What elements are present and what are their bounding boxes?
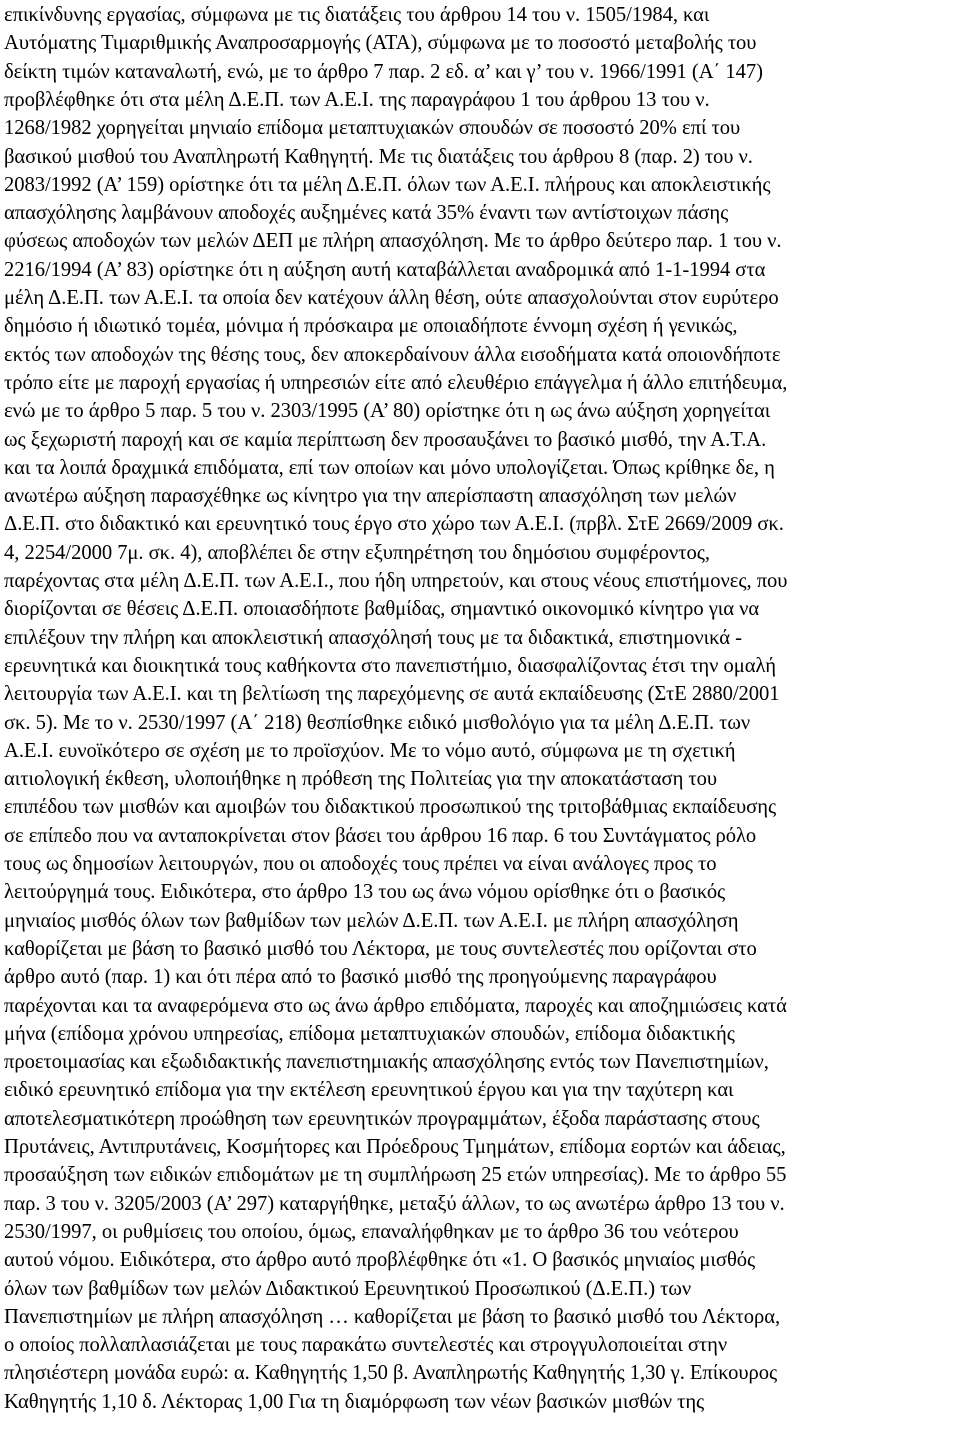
text-line: λειτουργία των Α.Ε.Ι. και τη βελτίωση της παρεχόμενης σε αυτά εκπαίδευσης (ΣτΕ 2880/2001 xyxy=(4,683,780,706)
text-line: τους ως δημοσίων λειτουργών, που οι αποδοχές τους πρέπει να είναι ανάλογες προς το xyxy=(4,853,717,875)
text-line: φύσεως αποδοχών των μελών ΔΕΠ με πλήρη απασχόληση. Με το άρθρο δεύτερο παρ. 1 του ν. xyxy=(4,230,782,253)
text-line: και τα λοιπά δραχμικά επιδόματα, επί των οποίων και μόνο υπολογίζεται. Όπως κρίθηκε δε, η xyxy=(4,456,775,479)
text-line: Καθηγητής 1,10 δ. Λέκτορας 1,00 Για τη διαμόρφωση των νέων βασικών μισθών της xyxy=(4,1390,705,1413)
text-line: προβλέφθηκε ότι στα μέλη Δ.Ε.Π. των Α.Ε.Ι. της παραγράφου 1 του άρθρου 13 του ν. xyxy=(4,88,710,111)
text-line: σκ. 5). Με το ν. 2530/1997 (Α΄ 218) θεσπίσθηκε ειδικό μισθολόγιο για τα μέλη Δ.Ε.Π. των xyxy=(4,711,751,734)
text-line: ενώ με το άρθρο 5 παρ. 5 του ν. 2303/1995 (Α’ 80) ορίστηκε ότι η ως άνω αύξηση χορηγείται xyxy=(4,400,771,423)
text-line: παρέχοντας στα μέλη Δ.Ε.Π. των Α.Ε.Ι., που ήδη υπηρετούν, και στους νέους επιστήμονες, που xyxy=(4,570,788,592)
text-line: διορίζονται σε θέσεις Δ.Ε.Π. οποιασδήποτε βαθμίδας, σημαντικό οικονομικό κίνητρο για να xyxy=(4,598,760,621)
text-line: αποτελεσματικότερη προώθηση των ερευνητικών προγραμμάτων, έξοδα παράστασης στους xyxy=(4,1107,760,1130)
text-line: μέλη Δ.Ε.Π. των Α.Ε.Ι. τα οποία δεν κατέχουν άλλη θέση, ούτε απασχολούνται στον ευρύτερο xyxy=(4,287,779,309)
text-line: άρθρο αυτό (παρ. 1) και ότι πέρα από το βασικό μισθό της προηγούμενης παραγράφου xyxy=(4,966,717,989)
text-line: Α.Ε.Ι. ευνοϊκότερο σε σχέση με το προϊσχύον. Με το νόμο αυτό, σύμφωνα με τη σχετική xyxy=(4,739,736,762)
text-line: ως ξεχωριστή παροχή και σε καμία περίπτωση δεν προσαυξάνει το βασικό μισθό, την Α.Τ.Α. xyxy=(4,428,767,451)
text-line: μήνα (επίδομα χρόνου υπηρεσίας, επίδομα μεταπτυχιακών σπουδών, επίδομα διδακτικής xyxy=(4,1022,735,1045)
text-line: 2216/1994 (Α’ 83) ορίστηκε ότι η αύξηση αυτή καταβάλλεται αναδρομικά από 1-1-1994 στα xyxy=(4,258,766,281)
text-line: βασικού μισθού του Αναπληρωτή Καθηγητή. Με τις διατάξεις του άρθρου 8 (παρ. 2) του ν. xyxy=(4,145,753,168)
text-line: παρ. 3 του ν. 3205/2003 (Α’ 297) καταργήθηκε, μεταξύ άλλων, το ως ανωτέρω άρθρο 13 του ν. xyxy=(4,1192,785,1215)
text-line: 2530/1997, οι ρυθμίσεις του οποίου, όμως, επαναλήφθηκαν με το άρθρο 36 του νεότερου xyxy=(4,1220,739,1243)
text-line: ανωτέρω αύξηση παρασχέθηκε ως κίνητρο για την απερίσπαστη απασχόληση των μελών xyxy=(4,485,737,508)
text-line: δημόσιο ή ιδιωτικό τομέα, μόνιμα ή πρόσκαιρα με οποιαδήποτε έννομη σχέση ή γενικώς, xyxy=(4,315,738,338)
text-line: προσαύξηση των ειδικών επιδομάτων με τη συμπλήρωση 25 ετών υπηρεσίας). Με το άρθρο 55 xyxy=(4,1164,787,1187)
text-line: αυτού νόμου. Ειδικότερα, στο άρθρο αυτό προβλέφθηκε ότι «1. Ο βασικός μηνιαίος μισθός xyxy=(4,1249,756,1272)
text-line: επιλέξουν την πλήρη και αποκλειστική απασχόλησή τους με τα διδακτικά, επιστημονικά - xyxy=(4,626,742,649)
text-line: πλησιέστερη μονάδα ευρώ: α. Καθηγητής 1,50 β. Αναπληρωτής Καθηγητής 1,30 γ. Επίκουρος xyxy=(4,1362,778,1385)
text-line: 2083/1992 (Α’ 159) ορίστηκε ότι τα μέλη Δ.Ε.Π. όλων των Α.Ε.Ι. πλήρους και αποκλειστικής xyxy=(4,173,771,196)
text-line: ο οποίος πολλαπλασιάζεται με τους παρακάτω συντελεστές και στρογγυλοποιείται στην xyxy=(4,1334,728,1357)
text-line: παρέχονται και τα αναφερόμενα στο ως άνω άρθρο επιδόματα, παροχές και αποζημιώσεις κατά xyxy=(4,994,787,1017)
text-line: επικίνδυνης εργασίας, σύμφωνα με τις διατάξεις του άρθρου 14 του ν. 1505/1984, και xyxy=(4,4,710,26)
text-line: επιπέδου των μισθών και αμοιβών του διδακτικού προσωπικού της τριτοβάθμιας εκπαίδευσης xyxy=(4,796,777,819)
text-line: σε επίπεδο που να ανταποκρίνεται στον βάσει του άρθρου 16 παρ. 6 του Συντάγματος ρόλο xyxy=(4,824,757,847)
text-line: ειδικό ερευνητικό επίδομα για την εκτέλεση ερευνητικού έργου και για την ταχύτερη και xyxy=(4,1079,734,1102)
text-line: Πανεπιστημίων με πλήρη απασχόληση … καθορίζεται με βάση το βασικό μισθό του Λέκτορα, xyxy=(4,1305,781,1328)
text-line: 4, 2254/2000 7μ. σκ. 4), αποβλέπει δε στην εξυπηρέτηση του δημόσιου συμφέροντος, xyxy=(4,541,710,564)
text-line: Δ.Ε.Π. στο διδακτικό και ερευνητικό τους έργο στο χώρο των Α.Ε.Ι. (πρβλ. ΣτΕ 2669/2009 σκ. xyxy=(4,513,784,536)
text-line: τρόπο είτε με παροχή εργασίας ή υπηρεσιών είτε από ελευθέριο επάγγελμα ή άλλο επιτήδευμα, xyxy=(4,371,788,394)
text-line: μηνιαίος μισθός όλων των βαθμίδων των μελών Δ.Ε.Π. των Α.Ε.Ι. με πλήρη απασχόληση xyxy=(4,909,739,932)
text-line: Αυτόματης Τιμαριθμικής Αναπροσαρμογής (ΑΤΑ), σύμφωνα με το ποσοστό μεταβολής του xyxy=(4,32,757,55)
text-line: Πρυτάνεις, Αντιπρυτάνεις, Κοσμήτορες και Πρόεδρους Τμημάτων, επίδομα εορτών και άδειας, xyxy=(4,1136,786,1158)
text-line: εκτός των αποδοχών της θέσης τους, δεν αποκερδαίνουν άλλα εισοδήματα κατά οποιονδήποτε xyxy=(4,343,781,366)
text-line: λειτούργημά τους. Ειδικότερα, στο άρθρο 13 του ως άνω νόμου ορίσθηκε ότι ο βασικός xyxy=(4,881,726,904)
text-line: ερευνητικά και διοικητικά τους καθήκοντα στο πανεπιστήμιο, διασφαλίζοντας έτσι την ομαλή xyxy=(4,654,776,677)
text-line: προετοιμασίας και εξωδιδακτικής πανεπιστημιακής απασχόλησης εντός των Πανεπιστημίων, xyxy=(4,1051,769,1074)
text-line: καθορίζεται με βάση το βασικό μισθό του Λέκτορα, με τους συντελεστές που ορίζονται στο xyxy=(4,937,757,960)
text-line: αιτιολογική έκθεση, υλοποιήθηκε η πρόθεση της Πολιτείας για την αποκατάσταση του xyxy=(4,768,718,791)
text-line: δείκτη τιμών καταναλωτή, ενώ, με το άρθρο 7 παρ. 2 εδ. α’ και γ’ του ν. 1966/1991 (Α΄ 147) xyxy=(4,60,763,83)
text-line: 1268/1982 χορηγείται μηνιαίο επίδομα μεταπτυχιακών σπουδών σε ποσοστό 20% επί του xyxy=(4,117,741,140)
text-line: απασχόλησης λαμβάνουν αποδοχές αυξημένες κατά 35% έναντι των αντίστοιχων πάσης xyxy=(4,202,729,225)
text-line: όλων των βαθμίδων των μελών Διδακτικού Ερευνητικού Προσωπικού (Δ.Ε.Π.) των xyxy=(4,1277,692,1300)
